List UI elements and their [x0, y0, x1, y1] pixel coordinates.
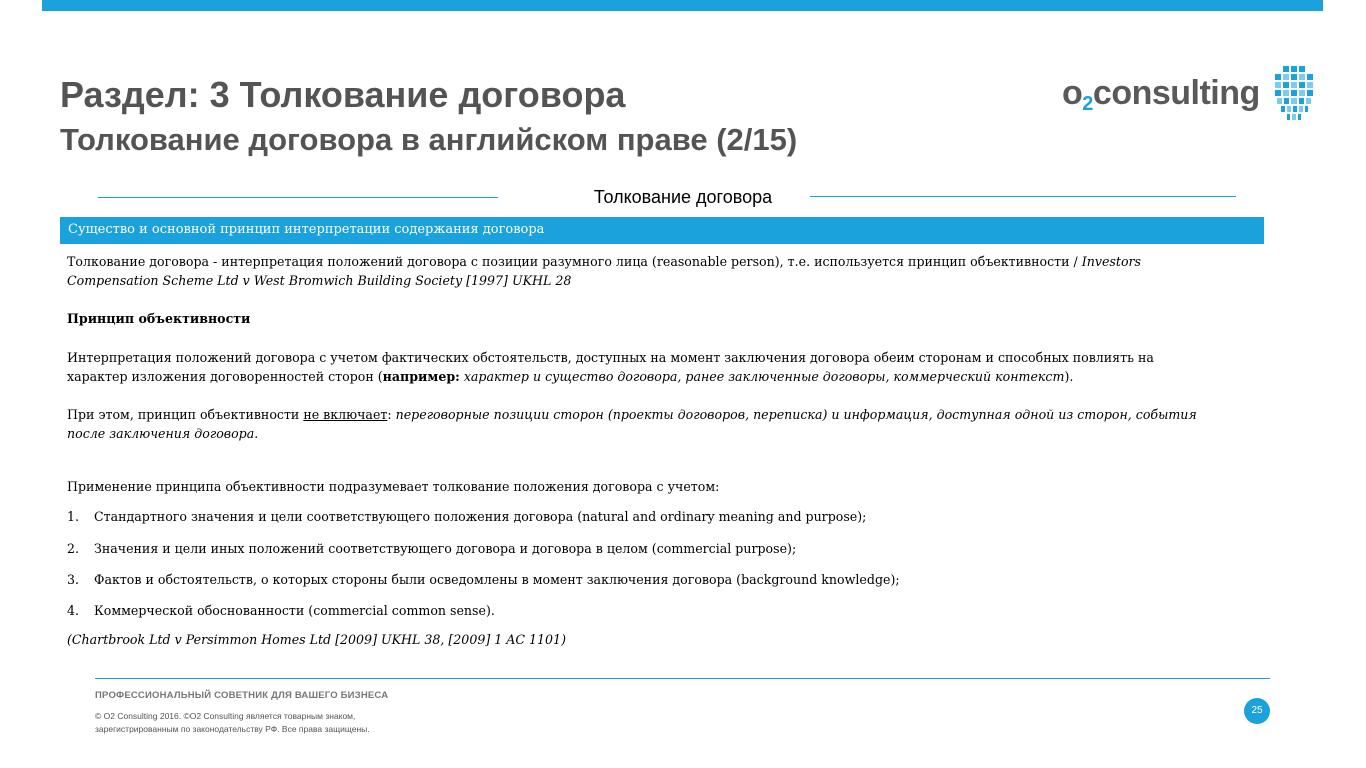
logo-wordmark	[1062, 74, 1260, 116]
list-item-number: 4.	[67, 603, 80, 618]
logo-consulting: consulting	[1092, 74, 1260, 112]
exclusions-text: При этом, принцип объективности	[67, 407, 304, 422]
footer-copyright	[95, 710, 370, 736]
footer-divider	[95, 678, 1270, 679]
page-number-badge: 25	[1244, 698, 1270, 724]
list-item: Коммерческой обоснованности (commercial common sense).	[94, 603, 495, 618]
exclusions-italic: переговорные позиции сторон (проекты договоров, переписка) и информация, доступная одной из сторон, события	[391, 407, 1197, 422]
copyright-line2: зарегистрированным по законодательству РФ. Все права защищены.	[95, 724, 370, 734]
paragraph-interpretation	[67, 348, 1154, 386]
list-item-number: 3.	[67, 572, 80, 587]
example-label: например:	[382, 369, 460, 384]
list-item: Фактов и обстоятельств, о которых стороны были осведомлены в момент заключения договора (background knowledge);	[94, 572, 900, 587]
case-citation: (Chartbrook Ltd v Persimmon Homes Ltd [2009] UKHL 38, [2009] 1 AC 1101)	[67, 632, 566, 647]
list-item: Значения и цели иных положений соответствующего договора и договора в целом (commercial purpose);	[94, 541, 797, 556]
page-subtitle: Толкование договора в английском праве (2/15)	[60, 122, 798, 157]
exclusions-italic-cont: после заключения договора	[67, 426, 255, 441]
page-title: Раздел: 3 Толкование договора	[60, 74, 626, 115]
section-title: Толкование договора	[593, 187, 773, 207]
list-item-number: 2.	[67, 541, 80, 556]
application-intro: Применение принципа объективности подразумевает толкование положения договора с учетом:	[67, 479, 720, 494]
interpretation-line1: Интерпретация положений договора с учетом фактических обстоятельств, доступных на момент заключения договора обеим сторонам и способных повлиять на	[67, 350, 1154, 365]
definition-case-italic: Investors	[1081, 254, 1142, 269]
o2-consulting-logo	[1062, 66, 1324, 126]
paragraph-exclusions	[67, 405, 1197, 443]
footer-tagline: ПРОФЕССИОНАЛЬНЫЙ СОВЕТНИК ДЛЯ ВАШЕГО БИЗНЕСА	[95, 690, 389, 701]
paragraph-definition	[67, 252, 1141, 290]
exclusions-end: .	[254, 426, 259, 441]
top-accent-bar	[42, 0, 1323, 11]
not-include-underlined: не включает	[303, 407, 388, 422]
copyright-line1: © O2 Consulting 2016. ©O2 Consulting является товарным знаком,	[95, 711, 356, 721]
logo-subscript: 2	[1082, 93, 1093, 115]
exclusions-colon: :	[387, 407, 392, 422]
example-text: характер и существо договора, ранее заключенные договоры, коммерческий контекст	[459, 369, 1065, 384]
list-item-number: 1.	[67, 509, 80, 524]
interpretation-end: ).	[1064, 369, 1074, 384]
globe-grid-icon	[1273, 66, 1319, 124]
definition-text: Толкование договора - интерпретация положений договора с позиции разумного лица (reasonable person), т.е. используется принцип объективности /	[67, 254, 1082, 269]
definition-case-italic-cont: Compensation Scheme Ltd v West Bromwich Building Society [1997] UKHL 28	[67, 273, 572, 288]
section-box-header-text: Существо и основной принцип интерпретации содержания договора	[68, 222, 545, 237]
interpretation-line2: характер изложения договоренностей сторон (	[67, 369, 383, 384]
list-item: Стандартного значения и цели соответствующего положения договора (natural and ordinary meaning and purpose);	[94, 509, 867, 524]
logo-o: o	[1062, 74, 1083, 112]
objectivity-heading: Принцип объективности	[67, 311, 251, 326]
section-box-header	[60, 217, 1264, 244]
